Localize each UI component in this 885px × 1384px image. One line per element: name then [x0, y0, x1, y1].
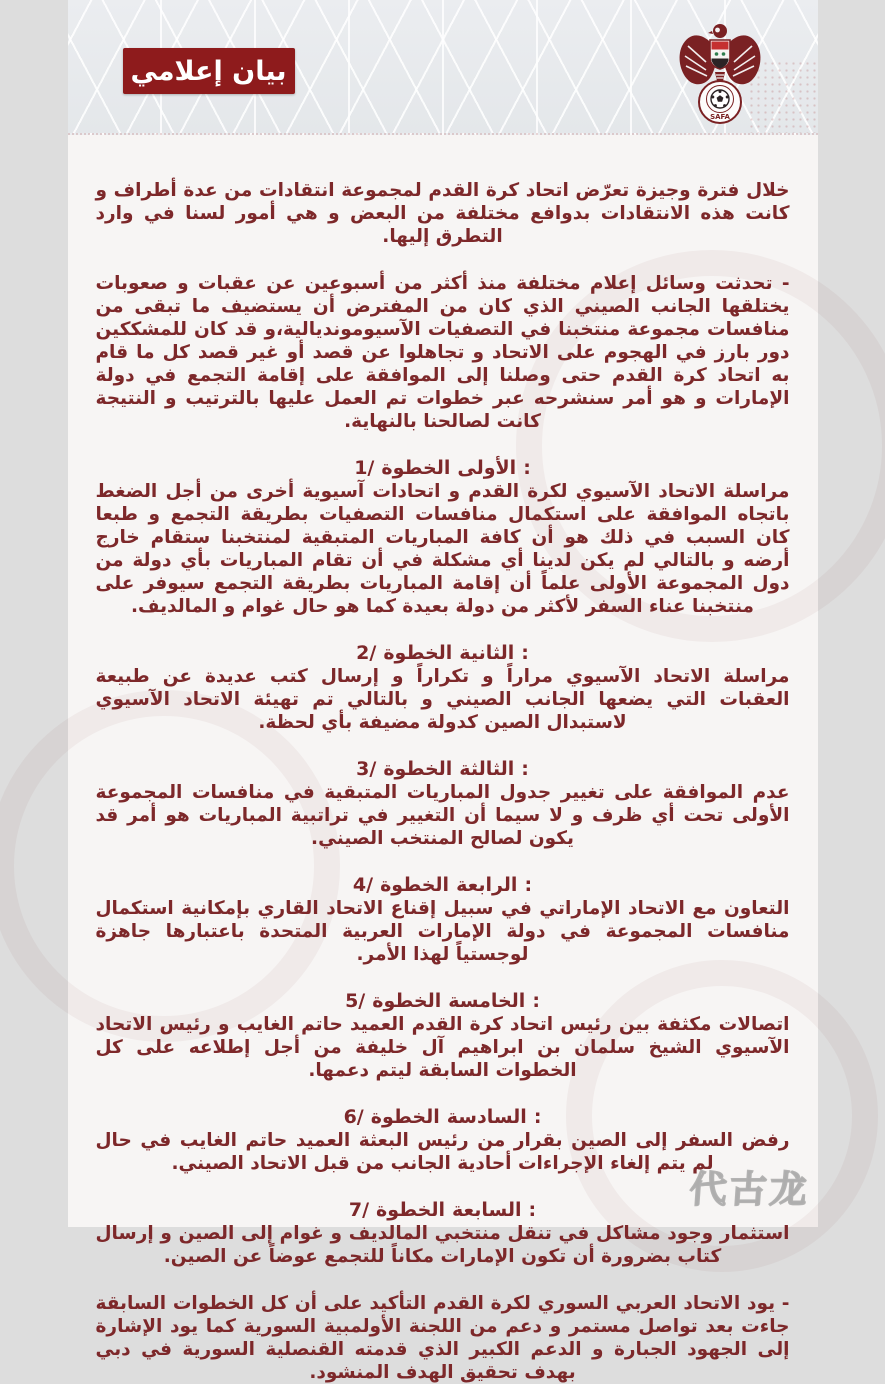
site-watermark: 代古龙: [688, 1159, 812, 1213]
step-heading-1: [96, 457, 790, 480]
step-heading-word: الخطوة: [383, 758, 452, 781]
safa-caption: SAFA: [710, 113, 730, 121]
step-heading-word: 4/: [353, 874, 373, 897]
step-heading-word: الخطوة: [381, 457, 450, 480]
step-section-7: [96, 1199, 790, 1268]
step-heading-word: :: [521, 642, 529, 665]
statement-banner-label: بيان إعلامي: [131, 56, 287, 87]
step-body-5: اتصالات مكثفة بين رئيس اتحاد كرة القدم العميد حاتم الغايب و رئيس الاتحاد الآسيوي الشيخ سلمان بن ابراهيم آل خليفة من أجل إطلاعه على كل الخطوات السابقة ليتم دعمها.: [96, 1013, 790, 1082]
step-body-3: عدم الموافقة على تغيير جدول المباريات المتبقية في منافسات المجموعة الأولى تحت أي ظرف و لا سيما أن التغيير في تراتبية المباريات هو أمر قد يكون لصالح المنتخب الصيني.: [96, 781, 790, 850]
step-heading-4: [96, 874, 790, 897]
step-heading-word: 5/: [345, 990, 365, 1013]
step-heading-3: [96, 758, 790, 781]
step-heading-word: الخامسة: [448, 990, 525, 1013]
press-release-page: [68, 0, 818, 1227]
header: [68, 0, 818, 135]
step-heading-word: :: [534, 1106, 542, 1129]
step-heading-word: الخطوة: [371, 1106, 440, 1129]
closing-paragraph: - يود الاتحاد العربي السوري لكرة القدم التأكيد على أن كل الخطوات السابقة جاءت بعد تواصل مستمر و دعم من اللجنة الأولمبية السورية كما يود الإشارة إلى الجهود الجبارة و الدعم الكبير الذي قدمته القنصلية السورية في دبي بهدف تحقيق الهدف المنشود.: [96, 1292, 790, 1384]
step-heading-6: [96, 1106, 790, 1129]
step-body-6: رفض السفر إلى الصين بقرار من رئيس البعثة العميد حاتم الغايب في حال لم يتم إلغاء الإجراءات أحادية الجانب من قبل الاتحاد الصيني.: [96, 1129, 790, 1175]
step-heading-word: :: [532, 990, 540, 1013]
step-heading-word: :: [529, 1199, 537, 1222]
step-body-7: استثمار وجود مشاكل في تنقل منتخبي المالديف و غوام إلى الصين و إرسال كتاب بضرورة أن تكون الإمارات مكاناً للتجمع عوضاً عن الصين.: [96, 1222, 790, 1268]
step-section-2: [96, 642, 790, 734]
step-heading-word: الخطوة: [376, 1199, 445, 1222]
step-body-4: التعاون مع الاتحاد الإماراتي في سبيل إقناع الاتحاد القاري بإمكانية استكمال منافسات المجموعة في دولة الإمارات العربية المتحدة باعتبارها جاهزة لوجستياً لهذا الأمر.: [96, 897, 790, 966]
step-heading-word: الثالثة: [459, 758, 514, 781]
step-heading-word: 1/: [354, 457, 374, 480]
step-heading-word: :: [524, 874, 532, 897]
step-section-4: [96, 874, 790, 966]
step-heading-word: الثانية: [459, 642, 514, 665]
step-section-5: [96, 990, 790, 1082]
step-heading-word: 7/: [349, 1199, 369, 1222]
step-heading-word: :: [521, 758, 529, 781]
safa-emblem-icon: [674, 20, 766, 128]
step-heading-word: الخطوة: [372, 990, 441, 1013]
intro-paragraph-2: - تحدثت وسائل إعلام مختلفة منذ أكثر من أسبوعين عن عقبات و صعوبات يختلقها الجانب الصيني الذي كان من المفترض أن يستضيف ما تبقى من منافسات مجموعة منتخبنا في التصفيات الآسيومونديالية،و قد كان للمشككين دور بارز في الهجوم على الاتحاد و تجاهلوا عن قصد أو غير قصد كل ما قام به اتحاد كرة القدم حتى وصلنا إلى الموافقة على إقامة التجمع في دولة الإمارات و هو أمر سنشرحه عبر خطوات تم العمل عليها بالترتيب و النتيجة كانت لصالحنا بالنهاية.: [96, 272, 790, 433]
eagle-emblem-graphic: [674, 20, 766, 128]
step-section-1: [96, 457, 790, 618]
step-heading-2: [96, 642, 790, 665]
step-heading-word: 2/: [356, 642, 376, 665]
step-heading-word: الأولى: [457, 457, 516, 480]
intro-paragraph-1: خلال فترة وجيزة تعرّض اتحاد كرة القدم لمجموعة انتقادات من عدة أطراف و كانت هذه الانتقادات بدوافع مختلفة من البعض و هي أمور لسنا في وارد التطرق إليها.: [96, 179, 790, 248]
step-section-6: [96, 1106, 790, 1175]
step-heading-word: السابعة: [452, 1199, 522, 1222]
step-section-3: [96, 758, 790, 850]
step-body-1: مراسلة الاتحاد الآسيوي لكرة القدم و اتحادات آسيوية أخرى من أجل الضغط باتجاه الموافقة على استكمال منافسات التصفيات بطريقة التجمع و طبعا كان السبب في ذلك هو أن كافة المباريات المتبقية لمنتخبنا ستقام خارج أرضه و بالتالي لم يكن لدينا أي مشكلة في أن تقام المباريات بأي دولة من دول المجموعة الأولى علماً أن إقامة المباريات بطريقة التجمع سيوفر على منتخبنا عناء السفر لأكثر من دولة بعيدة كما هو حال غوام و المالديف.: [96, 480, 790, 618]
step-heading-word: 3/: [356, 758, 376, 781]
step-heading-word: الرابعة: [456, 874, 517, 897]
step-heading-word: 6/: [344, 1106, 364, 1129]
step-heading-word: الخطوة: [383, 642, 452, 665]
step-heading-7: [96, 1199, 790, 1222]
step-heading-word: :: [523, 457, 531, 480]
step-heading-word: الخطوة: [380, 874, 449, 897]
step-heading-word: السادسة: [447, 1106, 527, 1129]
step-body-2: مراسلة الاتحاد الآسيوي مراراً و تكراراً و إرسال كتب عديدة عن طبيعة العقبات التي يضعها الجانب الصيني و بالتالي تم تهيئة الاتحاد الآسيوي لاستبدال الصين كدولة مضيفة بأي لحظة.: [96, 665, 790, 734]
step-heading-5: [96, 990, 790, 1013]
statement-banner: [123, 48, 295, 94]
